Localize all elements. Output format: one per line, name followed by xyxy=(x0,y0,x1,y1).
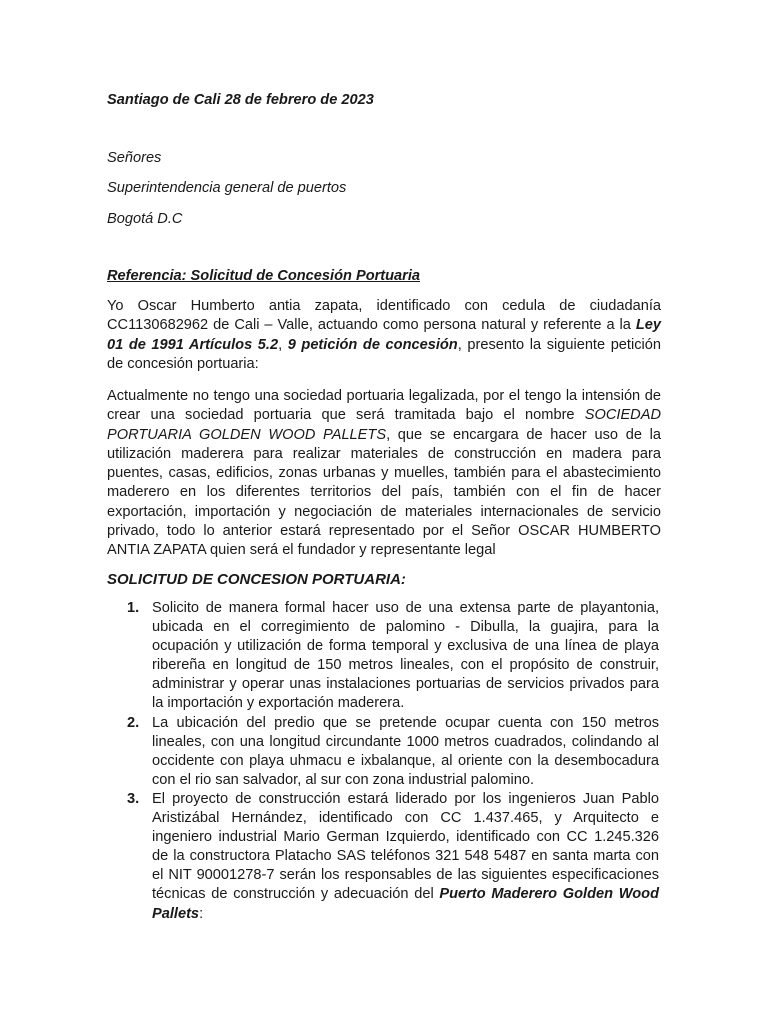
list-item xyxy=(127,790,659,924)
list-item-text: La ubicación del predio que se pretende ocupar cuenta con 150 metros lineales, con una longitud circundante 1000 metros cuadrados, colindando al occidente con playa uhmacu e ixbalanque, al oriente con la desembocadura con el rio san salvador, al sur con zona industrial palomino. xyxy=(152,714,659,788)
list-item-number: 1. xyxy=(127,600,140,616)
context-text-end: , que se encargara de hacer uso de la utilización maderera para realizar materiales de construcción en madera para puentes, casas, edificios, zonas urbanas y muelles, también para el abastecimiento maderero en los diferentes territorios del país, también con el fin de hacer exportación, importación y negociación de materiales internacionales de servicio privado, todo lo anterior estará representado por el Señor OSCAR HUMBERTO ANTIA ZAPATA quien será el fundador y representante legal xyxy=(107,426,661,559)
intro-text-start: Yo Oscar Humberto antia zapata, identificado con cedula de ciudadanía CC1130682962 de Cali – Valle, actuando como persona natural y referente a la xyxy=(107,298,661,334)
recipient-salutation: Señores xyxy=(107,150,162,166)
recipient-city: Bogotá D.C xyxy=(107,211,183,227)
list-item-text: Solicito de manera formal hacer uso de una extensa parte de playantonia, ubicada en el corregimiento de palomino - Dibulla, la guajira, para la ocupación y utilización de forma temporal y exclusiva de una línea de playa ribereña en longitud de 150 metros lineales, con el propósito de construir, administrar y operar unas instalaciones portuarias de servicios privados para la importación y exportación maderera. xyxy=(152,600,659,712)
reference-line: Referencia: Solicitud de Concesión Portuaria xyxy=(107,268,421,284)
recipient-organization: Superintendencia general de puertos xyxy=(107,180,347,196)
list-item-number: 2. xyxy=(127,714,140,731)
context-text-start: Actualmente no tengo una sociedad portuaria legalizada, por el tengo la intensión de crear una sociedad portuaria que será tramitada bajo el nombre xyxy=(107,388,661,424)
intro-separator: , xyxy=(278,336,288,353)
list-item-number: 3. xyxy=(127,790,140,807)
request-list xyxy=(127,599,659,924)
law-reference: Ley 01 de 1991 Artículos 5.2 xyxy=(107,317,661,353)
petition-reference: 9 petición de concesión xyxy=(287,336,458,353)
context-paragraph xyxy=(107,387,661,561)
date-line: Santiago de Cali 28 de febrero de 2023 xyxy=(107,92,374,108)
intro-paragraph xyxy=(107,297,661,374)
company-name: SOCIEDAD PORTUARIA GOLDEN WOOD PALLETS xyxy=(107,407,661,443)
list-item xyxy=(127,599,659,714)
intro-text-end: , presento la siguiente petición de concesión portuaria: xyxy=(107,336,661,372)
section-title: SOLICITUD DE CONCESION PORTUARIA: xyxy=(107,571,406,588)
list-item-text: El proyecto de construcción estará liderado por los ingenieros Juan Pablo Aristizábal Hernández, identificado con CC 1.437.465, y Arquitecto e ingeniero industrial Mario German Izquierdo, identificado con CC 1.245.326 de la constructora Platacho SAS teléfonos 321 548 5487 en santa marta con el NIT 90001278-7 serán los responsables de las siguientes especificaciones técnicas de construcción y adecuación del xyxy=(152,790,659,903)
list-item xyxy=(127,714,659,790)
port-name: Puerto Maderero Golden Wood Pallets xyxy=(152,886,659,922)
list-item-end: : xyxy=(199,905,204,922)
